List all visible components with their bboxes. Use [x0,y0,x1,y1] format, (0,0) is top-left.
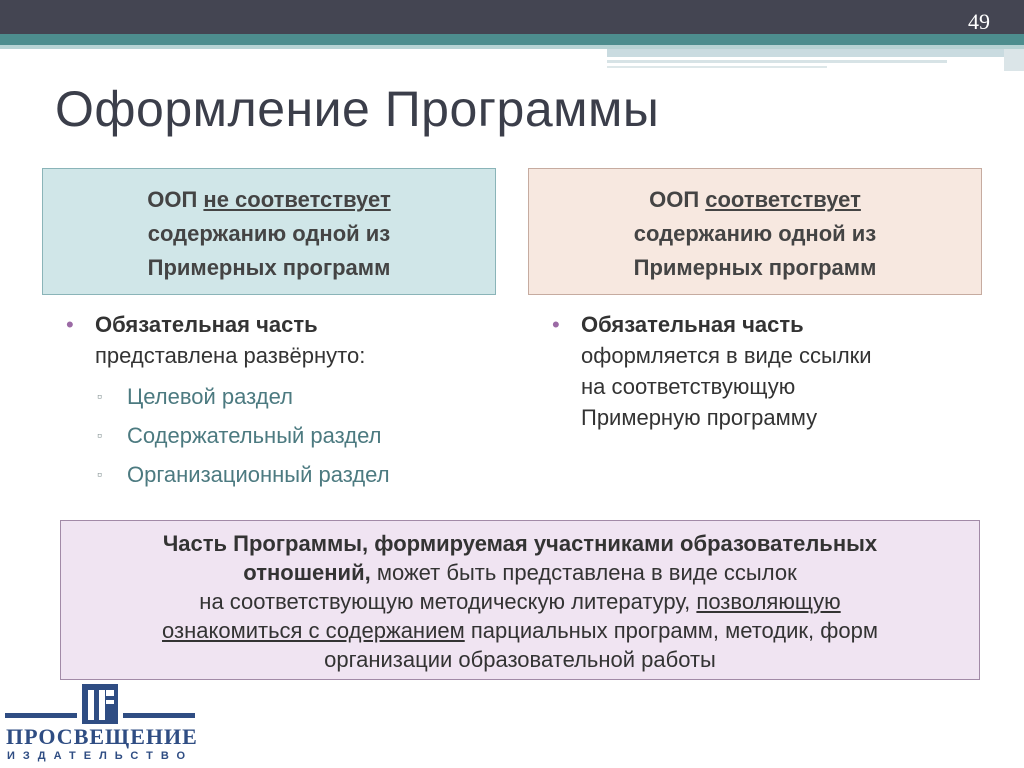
square-bullet-icon: ▫ [97,388,102,404]
bottom-text: на соответствующую методическую литературу, [199,589,697,614]
publisher-logo [0,682,200,768]
bottom-text: парциальных программ, методик, форм [464,618,878,643]
left-box-prefix: ООП [147,187,204,212]
bottom-underlined-text: ознакомиться с содержанием [162,618,465,643]
slide-title: Оформление Программы [55,81,660,137]
left-box-line3: Примерных программ [147,255,391,280]
accent-line [607,49,1024,57]
bullet-icon: • [66,312,74,337]
bullet-icon: • [552,312,560,337]
bottom-line2 [61,558,979,587]
accent-block [1004,49,1024,71]
logo-bar [123,713,195,718]
book-icon [82,684,118,724]
right-box-underlined: соответствует [705,187,861,212]
bottom-bold-text: отношений, [243,560,371,585]
right-box-line2: содержанию одной из [633,221,877,246]
logo-subtitle: ИЗДАТЕЛЬСТВО [7,750,194,762]
logo-bar [5,713,77,718]
left-condition-box [42,168,496,295]
bullet-text: Примерную программу [581,405,818,430]
square-bullet-icon: ▫ [97,427,102,443]
right-condition-box [528,168,982,295]
right-box-line3: Примерных программ [633,255,877,280]
sub-list-item [66,416,506,455]
sub-list-item [66,377,506,416]
bottom-line5: организации образовательной работы [324,647,716,672]
sub-item-label: Содержательный раздел [127,423,382,448]
sub-list [66,377,506,494]
bullet-text: представлена развёрнуто: [95,343,366,368]
variable-part-box [60,520,980,680]
list-item [552,309,982,433]
teal-stripe [0,34,1024,45]
right-column [552,309,982,433]
right-box-prefix: ООП [649,187,706,212]
left-box-underlined: не соответствует [203,187,391,212]
top-bar [0,0,1024,34]
left-box-line2: содержанию одной из [147,221,391,246]
bullet-bold-text: Обязательная часть [581,312,804,337]
left-column [66,309,506,494]
bullet-text: на соответствующую [581,374,796,399]
bullet-bold-text: Обязательная часть [95,312,318,337]
bullet-text: оформляется в виде ссылки [581,343,872,368]
bottom-line1 [61,529,979,558]
logo-name: ПРОСВЕЩЕНИЕ [6,724,198,749]
bottom-line3 [61,587,979,616]
accent-line [607,60,947,63]
bottom-text: может быть представлена в виде ссылок [370,560,797,585]
sub-item-label: Организационный раздел [127,462,390,487]
right-box-line1 [529,183,981,217]
sub-list-item [66,455,506,494]
bottom-underlined-text: позволяющую [696,589,841,614]
page-number: 49 [968,9,990,34]
sub-item-label: Целевой раздел [127,384,293,409]
bottom-bold-text: Часть Программы, формируемая участниками образовательных [162,531,878,556]
accent-line [607,66,827,68]
square-bullet-icon: ▫ [97,466,102,482]
list-item [66,309,506,371]
left-box-line1 [43,183,495,217]
bottom-line4 [61,616,979,645]
